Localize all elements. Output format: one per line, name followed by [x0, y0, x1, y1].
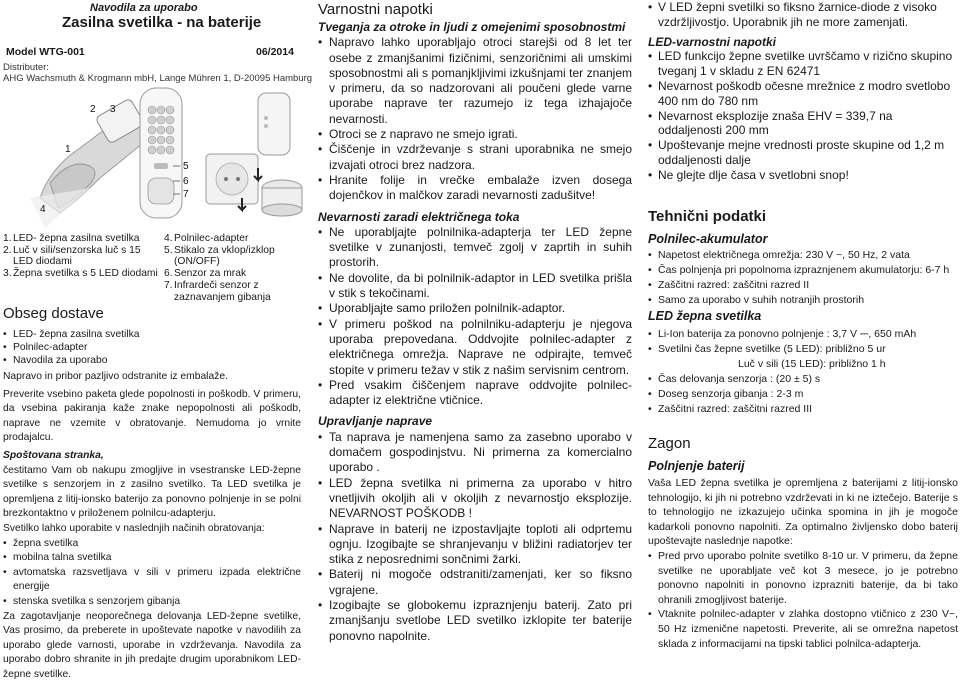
flashlight-specs-list — [648, 327, 958, 357]
part-item: 3. Žepna svetilka s 5 LED diodami — [3, 268, 163, 280]
list-item: • Upoštevanje mejne vrednosti proste skupine od 1,2 m oddaljenosti dalje — [648, 138, 958, 168]
greeting-title: Spoštovana stranka, — [3, 449, 301, 464]
paragraph: Preverite vsebino paketa glede popolnosti in poškodb. V primeru, da vsebina pakiranja kaže znake nepopolnosti ali poškodb, naprave ne vzemite v obratovanje. Nemudoma jo vrnite prodajalcu. — [3, 388, 301, 446]
list-item: • Pred vsakim čiščenjem naprave oddvojite polnilec-adapter iz električne vtičnice. — [318, 378, 632, 409]
header-subtitle: Navodila za uporabo — [90, 2, 198, 14]
list-item: • Napravo lahko uporabljajo otroci starejši od 8 let ter osebe z zmanjšanimi fizičnimi, senzoričnimi ali umskimi sposobnostmi ali s pomanjkljivimi izkušnjami ter znanjem v primeru, da so nadzorovani ali poučeni glede varne uporabe naprave ter razumejo iz tega izhajajoče nevarnosti. — [318, 35, 632, 127]
risk-list — [318, 35, 632, 203]
section-subtitle: Upravljanje naprave — [318, 414, 632, 429]
flashlight-specs-list-2 — [648, 372, 958, 417]
part-item: 1. LED- žepna zasilna svetilka — [3, 233, 163, 245]
list-item: • LED žepna svetilka ni primerna za uporabo v hitro vnetljivih okoljih ali v okoljih z nevarnostjo eksplozije. NEVARNOST POŠKODB ! — [318, 476, 632, 522]
model-number: Model WTG-001 — [6, 46, 85, 58]
list-item: • LED funkcijo žepne svetilke uvrščamo v rizično skupino tveganj 1 v skladu z EN 62471 — [648, 49, 958, 79]
delivery-scope-list — [3, 328, 139, 367]
delivery-scope-heading: Obseg dostave — [3, 305, 104, 322]
list-item: • Napetost električnega omrežja: 230 V ~, 50 Hz, 2 vata — [648, 248, 958, 263]
intro-text — [3, 370, 301, 682]
list-item: • Čas delovanja senzorja : (20 ± 5) s — [648, 372, 958, 387]
part-item: 5. Stikalo za vklop/izklop (ON/OFF) — [164, 245, 304, 268]
list-item: • Zaščitni razred: zaščitni razred II — [648, 278, 958, 293]
part-item: 6. Senzor za mrak — [164, 268, 304, 280]
figure-number-1: 1 — [65, 144, 71, 155]
list-item: • Zaščitni razred: zaščitni razred III — [648, 402, 958, 417]
list-item: • V LED žepni svetilki so fiksno žarnice-diode z visoko vzdržljivostjo. Uporabnik jih ne more zamenjati. — [648, 0, 958, 30]
list-item: • Izogibajte se globokemu izpraznjenju baterij. Zato pri zmanjšanju svetlobe LED svetilko izklopite ter baterije ponovno napolnite. — [318, 598, 632, 644]
list-item: • Samo za uporabo v suhih notranjih prostorih — [648, 293, 958, 308]
led-note-list — [648, 0, 958, 30]
distributor-info — [3, 62, 312, 84]
document-title: Zasilna svetilka - na baterije — [62, 14, 261, 31]
list-item: • Polnilec-adapter — [3, 341, 139, 354]
list-item: • avtomatska razsvetljava v sili v primeru izpada električne energije — [3, 566, 301, 595]
list-item: • Uporabljajte samo priložen polnilnik-adaptor. — [318, 301, 632, 316]
section-subtitle: Nevarnosti zaradi električnega toka — [318, 210, 632, 225]
list-item: • Navodila za uporabo — [3, 354, 139, 367]
paragraph: Svetilko lahko uporabite v naslednjih načinih obratovanja: — [3, 522, 301, 537]
list-item: • Pred prvo uporabo polnite svetilko 8-10 ur. V primeru, da žepne svetilke ne uporabljate več kot 3 mesece, jo je potrebno ponovno napolniti in ponovno izprazniti baterije, da bi tako ohranili zmogljivost baterije. — [648, 549, 958, 607]
list-item: • Nevarnost poškodb očesne mrežnice z modro svetlobo 400 nm do 780 nm — [648, 79, 958, 109]
safety-section — [318, 20, 632, 644]
list-item: • Ne glejte dlje časa v svetlobni snop! — [648, 168, 958, 183]
paragraph: čestitamo Vam ob nakupu zmogljive in vsestranske LED-žepne svetilke s senzorjem in z zasilno svetilko. Ta LED svetilka je opremljena z litij-ionsko baterijo za ponovno polnjenje in se polni brezkontaktno v priloženem polnilcu-adapterju. — [3, 464, 301, 522]
charger-specs-list — [648, 248, 958, 308]
list-item: • Doseg senzorja gibanja : 2-3 m — [648, 387, 958, 402]
part-item: 7. Infrardeči senzor z zaznavanjem gibanja — [164, 280, 304, 303]
paragraph: Napravo in pribor pazljivo odstranite iz embalaže. — [3, 370, 301, 385]
list-item: • Li-Ion baterija za ponovno polnjenje : 3,7 V ⎓, 650 mAh — [648, 327, 958, 342]
led-section — [648, 0, 958, 183]
electric-list — [318, 225, 632, 409]
product-illustration — [30, 88, 310, 228]
list-item: • Otroci se z napravo ne smejo igrati. — [318, 127, 632, 142]
parts-list-left — [3, 233, 163, 280]
safety-heading: Varnostni napotki — [318, 1, 433, 18]
emergency-light-duration: Luč v sili (15 LED): približno 1 h — [648, 357, 958, 372]
list-item: • Nevarnost eksplozije znaša EHV = 339,7 na oddaljenosti 200 mm — [648, 109, 958, 139]
distributor-label: Distributer: — [3, 62, 312, 73]
part-item: 4. Polnilec-adapter — [164, 233, 304, 245]
list-item: • žepna svetilka — [3, 537, 301, 552]
list-item: • stenska svetilka s senzorjem gibanja — [3, 595, 301, 610]
document-date: 06/2014 — [256, 46, 294, 58]
list-item: • mobilna talna svetilka — [3, 551, 301, 566]
figure-number-3: 3 — [110, 104, 116, 115]
list-item: • Hranite folije in vrečke embalaže izven dosega dojenčkov in malčkov zaradi nevarnosti zadušitve! — [318, 173, 632, 204]
section-subtitle: LED žepna svetilka — [648, 309, 761, 323]
technical-data-heading: Tehnični podatki — [648, 208, 766, 225]
list-item: • Baterij ni mogoče odstraniti/zamenjati, ker so fiksno vgrajene. — [318, 567, 632, 598]
distributor-address: AHG Wachsmuth & Krogmann mbH, Lange Mühren 1, D-20095 Hamburg — [3, 73, 312, 84]
figure-number-5: 5 — [183, 161, 189, 172]
list-item: • Vtaknite polnilec-adapter v zlahka dostopno vtičnico z 230 V~, 50 Hz izmenične napetosti. Preverite, ali se omrežna napetost sklada z informacijami na tipski tablici polnilca-adapterja. — [648, 607, 958, 651]
section-subtitle: Polnilec-akumulator — [648, 232, 767, 246]
charging-list — [648, 549, 958, 651]
list-item: • Čas polnjenja pri popolnoma izpraznjenem akumulatorju: 6-7 h — [648, 263, 958, 278]
list-item: • LED- žepna zasilna svetilka — [3, 328, 139, 341]
charging-section — [648, 476, 958, 651]
figure-number-6: 6 — [183, 176, 189, 187]
section-subtitle: Tveganja za otroke in ljudi z omejenimi sposobnostmi — [318, 20, 632, 35]
list-item: • V primeru poškod na polnilniku-adapterju je njegova uporaba prepovedana. Oddvojite polnilec-adapter z električnega omrežja. Naprave ne odpirajte, temveč stopite v primeru težav v stik z našim servisnim centrom. — [318, 317, 632, 378]
list-item: • Ta naprava je namenjena samo za zasebno uporabo v domačem gospodinjstvu. Ni primerna za komercialno uporabo . — [318, 430, 632, 476]
modes-list — [3, 537, 301, 610]
startup-heading: Zagon — [648, 435, 691, 452]
list-item: • Ne uporabljajte polnilnika-adapterja ter LED žepne svetilke v zunanjosti, temveč zgolj v zaprtih in suhih prostorih. — [318, 225, 632, 271]
parts-list-right — [164, 233, 304, 303]
list-item: • Svetilni čas žepne svetilke (5 LED): približno 5 ur — [648, 342, 958, 357]
figure-number-2: 2 — [90, 104, 96, 115]
figure-number-7: 7 — [183, 189, 189, 200]
paragraph: Za zagotavljanje neoporečnega delovanja LED-žepne svetilke, Vas prosimo, da preberete in upoštevate napotke v navodilih za uporabo glede varnosti, uporabe in vzdrževanja. Navodila za uporabo dobro shranite in jih predajte drugim uporabnikom LED-žepne svetilke. — [3, 610, 301, 682]
section-subtitle: LED-varnostni napotki — [648, 35, 958, 50]
paragraph: Vaša LED žepna svetilka je opremljena z baterijami z litij-ionsko tehnologijo, ki jih ni potrebno vzdrževati in ki ne iztečejo. Baterije s to tehnologijo ne izkazujejo učinka spomina in jih je mogoče kadarkoli ponovno napolniti. Za optimalno življensko dobo baterij upoštevajte naslednje napotke: — [648, 476, 958, 549]
list-item: • Ne dovolite, da bi polnilnik-adaptor in LED svetilka prišla v stik s tekočinami. — [318, 271, 632, 302]
list-item: • Čiščenje in vzdrževanje s strani uporabnika ne smejo izvajati otroci brez nadzora. — [318, 142, 632, 173]
list-item: • Naprave in baterij ne izpostavljajte toploti ali odprtemu ognju. Izogibajte se shranjevanju v bližini radiatorjev ter stika z neposrednimi sončnimi žarki. — [318, 522, 632, 568]
flashlight-specs — [648, 327, 958, 417]
figure-number-4: 4 — [40, 204, 46, 215]
usage-list — [318, 430, 632, 644]
part-item: 2. Luč v sili/senzorska luč s 15 LED diodami — [3, 245, 163, 268]
section-subtitle: Polnjenje baterij — [648, 459, 745, 473]
led-safety-list — [648, 49, 958, 182]
